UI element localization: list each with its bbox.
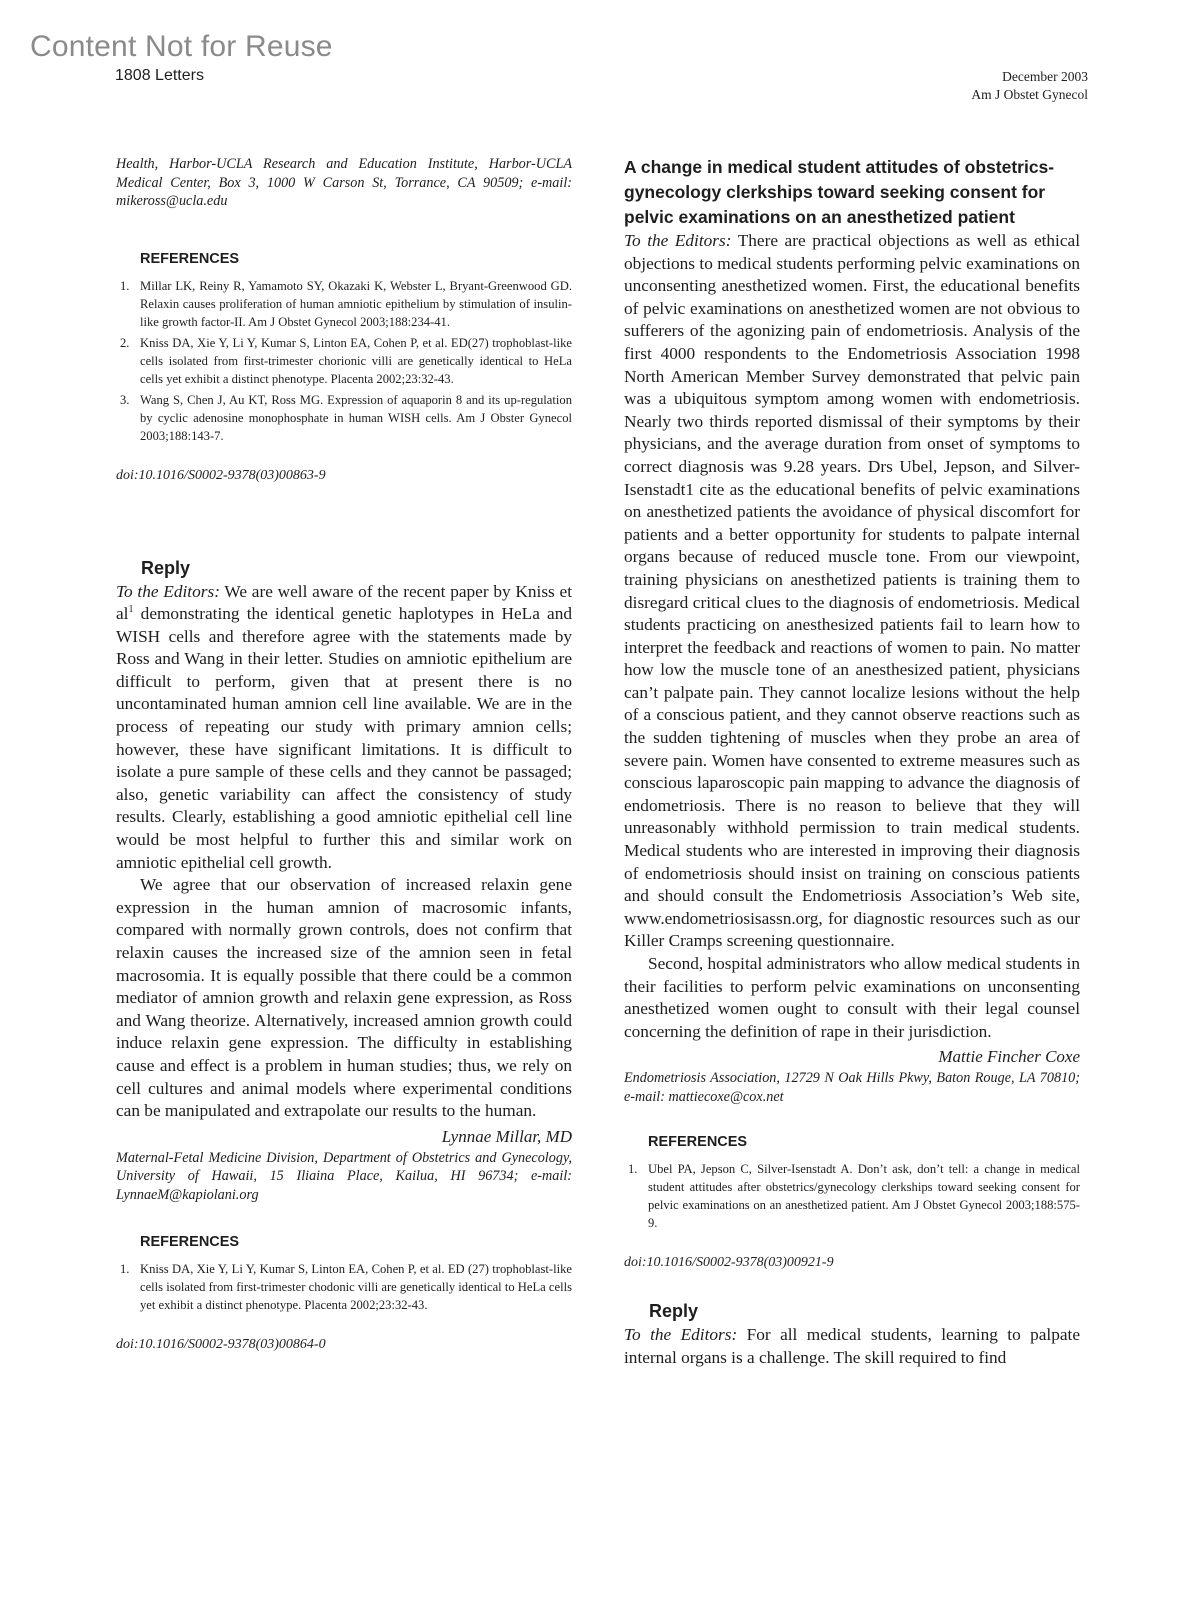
reference-item: 3. Wang S, Chen J, Au KT, Ross MG. Expression of aquaporin 8 and its up-regulation by cyclic adenosine monophosphate in human WISH cells. Am J Obster Gynecol 2003;188:143-7. — [120, 392, 572, 443]
letter-paragraph: To the Editors: There are practical objections as well as ethical objections to medical students performing pelvic examinations on unconsenting anesthetized women. First, the educational benefits of pelvic examinations on anesthetized women are not obvious to sufferers of the agonizing pain of endometriosis. Analysis of the first 4000 respondents to the Endometriosis Association 1998 North American Member Survey demonstrated that pelvic pain was a ubiquitous symptom among women with endometriosis. Nearly two thirds reported dismissal of their symptoms by their physicians, and the average duration from onset of symptoms to correct diagnosis was 9.28 years. Drs Ubel, Jepson, and Silver-Isenstadt1 cite as the educational benefits of pelvic examinations on anesthetized patients the avoidance of physical discomfort for patients and a better opportunity for students to palpate internal organs because of reduced muscle tone. From our viewpoint, training physicians on anesthetized patients is training them to disregard critical clues to the diagnosis of endometriosis. Medical students practicing on anesthesized patients fail to learn how to interpret the feedback and reactions of women to pain. No matter how low the muscle tone of an anesthesized patient, physicians can’t palpate pain. They cannot localize lesions without the help of a conscious patient, and they cannot observe reactions such as the sudden tightening of muscles when they probe an area of severe pain. Women have consented to extreme measures such as conscious laparoscopic pain mapping to advance the diagnosis of endometriosis. There is no reason to believe that they will unreasonably withhold permission to train medical students. Medical students who are interested in improving their diagnosis of endometriosis should insist on training on conscious patients and should consult the Endometriosis Association’s Web site, www.endometriosisassn.org, for diagnostic resources such as our Killer Cramps screening questionnaire. — [624, 231, 1080, 951]
letter-paragraph: Second, hospital administrators who allow medical students in their facilities to perform pelvic examinations on unconsenting anesthetized women ought to consult with their legal counsel concerning the definition of rape in their jurisdiction. — [624, 954, 1080, 1041]
reference-item: 1. Millar LK, Reiny R, Yamamoto SY, Okazaki K, Webster L, Bryant-Greenwood GD. Relaxin causes proliferation of human amniotic epithelium by stimulation of insulin-like growth factor-II. Am J Obstet Gynecol 2003;188:234-41. — [120, 278, 572, 329]
reference-list — [116, 277, 572, 445]
reply-paragraph: To the Editors: We are well aware of the recent paper by Kniss et $al^1$ demonstrating the identical genetic haplotypes in HeLa and WISH cells and therefore agree with the statements made by Ross and Wang in their letter. Studies on amniotic epithelium are difficult to perform, given that at present there is no uncontaminated human amnion cell line available. We are in the process of repeating our study with primary amnion cells; however, these have significant limitations. It is difficult to isolate a pure sample of these cells and they cannot be passaged; also, genetic variability can affect the consistency of study results. Clearly, establishing a good amniotic epithelial cell line would be most helpful to further this and similar work on amniotic epithelial cell growth. — [116, 581, 573, 872]
reply-heading: Reply — [141, 557, 191, 578]
signature: Lynnae Millar, MD — [441, 1126, 572, 1146]
journal-name: Am J Obstet Gynecol — [971, 87, 1088, 102]
page-number-section: 1808 Letters — [115, 67, 204, 84]
letter-title: A change in medical student attitudes of obstetrics-gynecology clerkships toward seeking consent for pelvic examinations on an anesthetized patient — [624, 157, 1055, 227]
reference-item: 1. Kniss DA, Xie Y, Li Y, Kumar S, Linton EA, Cohen P, et al. ED (27) trophoblast-like cells isolated from first-trimester chodonic villi are genetically identical to HeLa cells yet exhibit a distinct phenotype. Placenta 2002;23:32-43. — [120, 1262, 572, 1313]
author-affiliation: Maternal-Fetal Medicine Division, Department of Obstetrics and Gynecology, University of Hawaii, 15 Iliaina Place, Kailua, HI 96734; e-mail: LynnaeM@kapiolani.org — [116, 1149, 572, 1203]
references-heading: REFERENCES — [140, 250, 240, 267]
references-heading: REFERENCES — [140, 1234, 240, 1251]
watermark: Content Not for Reuse — [30, 30, 333, 63]
author-affiliation: Health, Harbor-UCLA Research and Education Institute, Harbor-UCLA Medical Center, Box 3, 1000 W Carson St, Torrance, CA 90509; e-mail: mikeross@ucla.edu — [116, 156, 572, 209]
reply-heading: Reply — [649, 1301, 699, 1322]
reference-item: 2. Kniss DA, Xie Y, Li Y, Kumar S, Linton EA, Cohen P, et al. ED(27) trophoblast-like cells isolated from first-trimester chorionic villi are genetically identical to HeLa cells yet exhibit a distinct phenotype. Placenta 2002;23:32-43. — [120, 335, 572, 386]
reply-paragraph: We agree that our observation of increased relaxin gene expression in the human amnion of macrosomic infants, compared with normally grown controls, does not confirm that relaxin causes the increased size of the amnion seen in fetal macrosomia. It is equally possible that there could be a common mediator of amnion growth and relaxin gene expression, as Ross and Wang theorize. Alternatively, increased amnion growth could induce relaxin gene expression. The difficulty in establishing cause and effect is a problem in human studies; thus, we rely on cell cultures and animal models where experimental conditions can be manipulated and extrapolate our results to the human. — [116, 875, 572, 1121]
reply-paragraph: To the Editors: For all medical students, learning to palpate internal organs is a challenge. The skill required to find — [624, 1325, 1081, 1367]
left-column — [116, 155, 572, 1353]
doi-link[interactable]: doi:10.1016/S0002-9378(03)00863-9 — [116, 467, 326, 483]
doi-link[interactable]: doi:10.1016/S0002-9378(03)00864-0 — [116, 1337, 326, 1353]
signature: Mattie Fincher Coxe — [938, 1047, 1080, 1067]
reference-list — [624, 1160, 1080, 1232]
author-affiliation: Endometriosis Association, 12729 N Oak Hills Pkwy, Baton Rouge, LA 70810; e-mail: mattiecoxe@cox.net — [624, 1070, 1080, 1105]
running-header — [971, 68, 1088, 104]
issue-date: December 2003 — [1002, 69, 1088, 84]
references-heading: REFERENCES — [648, 1134, 748, 1151]
citation-marker[interactable]: 1 — [128, 604, 134, 616]
reference-item: 1. Ubel PA, Jepson C, Silver-Isenstadt A. Don’t ask, don’t tell: a change in medical student attitudes after obstetrics/gynecology clerkships toward seeking consent for pelvic examinations on an anesthetized patient. Am J Obstet Gynecol 2003;188:575-9. — [628, 1162, 1080, 1231]
right-column — [624, 155, 1080, 1370]
reference-list — [116, 1260, 572, 1314]
doi-link[interactable]: doi:10.1016/S0002-9378(03)00921-9 — [624, 1255, 834, 1271]
